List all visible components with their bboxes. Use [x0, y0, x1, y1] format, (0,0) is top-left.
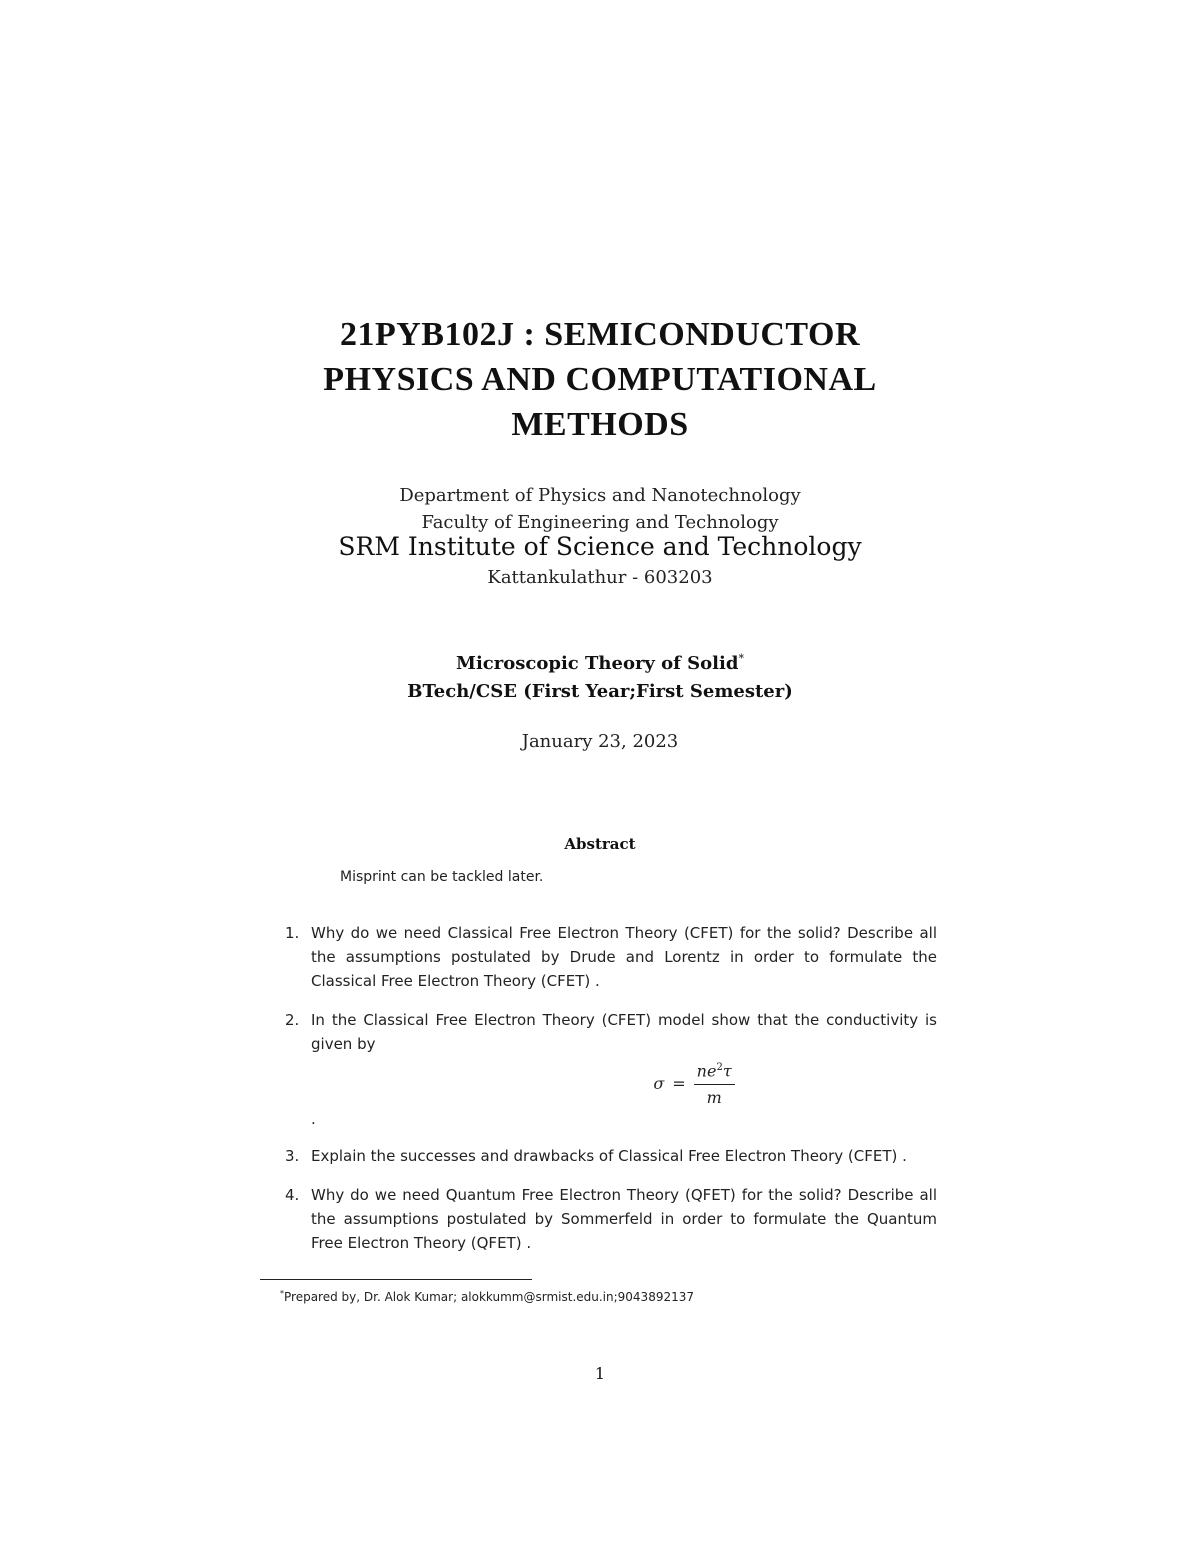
institute-location: Kattankulathur - 603203 — [487, 567, 713, 588]
formula-fraction — [694, 1058, 735, 1109]
footnote-divider — [260, 1279, 532, 1280]
question-text: Why do we need Classical Free Electron Theory (CFET) for the solid? Describe all the assumptions postulated by Drude and Lorentz in order to formulate the Classical Free Electron Theory (CFET) . — [311, 924, 937, 990]
question-list — [285, 921, 937, 1270]
document-date: January 23, 2023 — [521, 731, 679, 752]
question-item — [285, 1008, 937, 1129]
faculty: Faculty of Engineering and Technology — [421, 512, 779, 533]
formula-trailing-period: . — [311, 1110, 316, 1129]
question-number: 1. — [285, 924, 300, 942]
numerator-base: ne — [696, 1061, 717, 1081]
title-line-2: PHYSICS AND COMPUTATIONAL — [323, 361, 877, 398]
question-text: Why do we need Quantum Free Electron Theory (QFET) for the solid? Describe all the assumptions postulated by Sommerfeld in order to formulate the Quantum Free Electron Theory (QFET) . — [311, 1186, 937, 1253]
footnote — [280, 1289, 694, 1304]
footnote-mark: * — [280, 1289, 284, 1298]
course: BTech/CSE (First Year;First Semester) — [407, 681, 793, 702]
conductivity-formula — [451, 1058, 937, 1109]
institute-name: SRM Institute of Science and Technology — [338, 532, 862, 561]
topic-line — [0, 645, 1200, 678]
title-line-1: 21PYB102J : SEMICONDUCTOR — [339, 316, 860, 353]
question-number: 3. — [285, 1147, 300, 1166]
formula-lhs: σ — [653, 1073, 665, 1093]
question-text: Explain the successes and drawbacks of Classical Free Electron Theory (CFET) . — [311, 1147, 907, 1166]
topic-footnote-mark: * — [738, 652, 744, 665]
question-item — [285, 1144, 937, 1168]
question-text: In the Classical Free Electron Theory (CFET) model show that the conductivity is given by — [311, 1011, 937, 1053]
question-item — [285, 921, 937, 993]
question-number: 2. — [285, 1011, 300, 1029]
abstract-heading: Abstract — [564, 835, 636, 853]
affiliation-block — [0, 482, 1200, 536]
footnote-text: Prepared by, Dr. Alok Kumar; alokkumm@srmist.edu.in;9043892137 — [284, 1290, 695, 1304]
department: Department of Physics and Nanotechnology — [399, 485, 801, 506]
subtitle-block — [0, 645, 1200, 706]
formula-equals: = — [672, 1073, 686, 1093]
page-number: 1 — [594, 1364, 606, 1383]
formula-numerator — [694, 1058, 735, 1085]
document-title — [0, 312, 1200, 447]
question-item — [285, 1183, 937, 1255]
numerator-exponent: 2 — [716, 1062, 723, 1073]
abstract-text: Misprint can be tackled later. — [340, 869, 544, 885]
topic: Microscopic Theory of Solid — [456, 653, 739, 674]
question-number: 4. — [285, 1186, 300, 1205]
formula-denominator: m — [706, 1088, 722, 1108]
numerator-tau: τ — [722, 1061, 732, 1081]
title-line-3: METHODS — [511, 406, 689, 443]
